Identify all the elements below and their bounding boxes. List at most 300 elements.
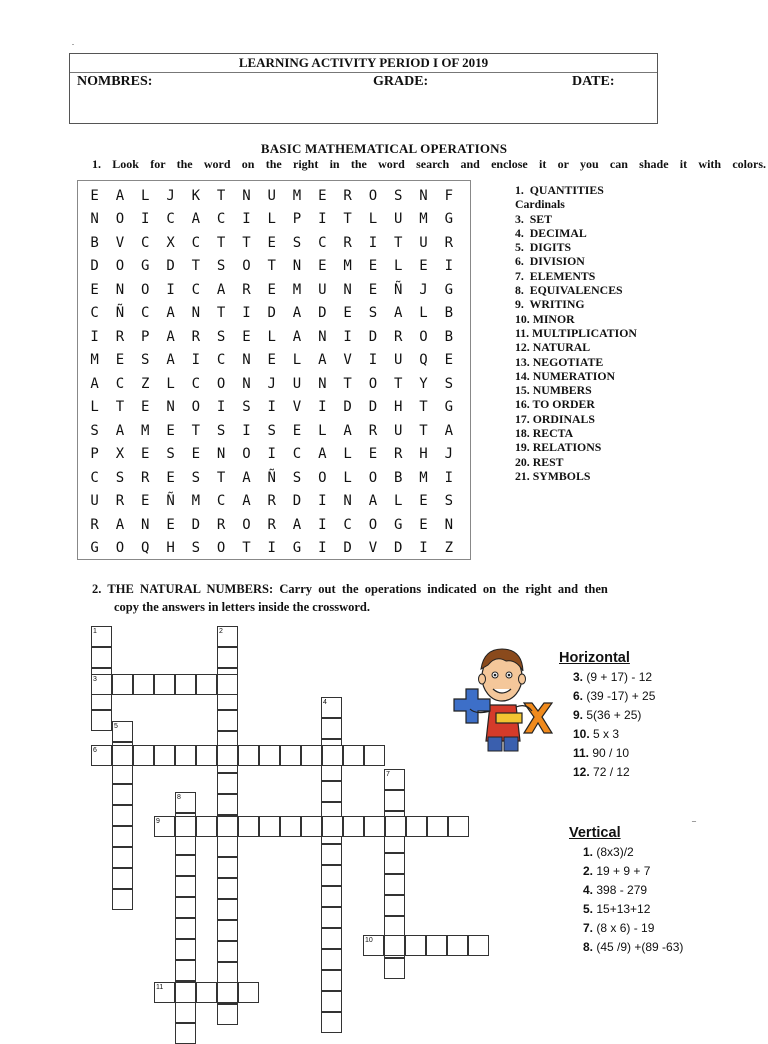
word-search-letter[interactable]: C (343, 516, 352, 533)
word-search-letter[interactable]: A (166, 328, 175, 345)
word-search-letter[interactable]: M (343, 258, 352, 275)
word-search-letter[interactable]: C (141, 305, 150, 322)
word-search-letter[interactable]: I (343, 328, 352, 345)
crossword-cell[interactable] (91, 647, 112, 668)
word-search-letter[interactable]: R (216, 516, 226, 533)
word-search-letter[interactable]: A (292, 328, 302, 345)
word-search-letter[interactable]: S (444, 493, 454, 510)
crossword-cell[interactable] (91, 745, 112, 766)
crossword-cell[interactable] (175, 897, 196, 918)
word-search-letter[interactable]: T (216, 187, 226, 204)
word-search-letter[interactable]: L (419, 305, 428, 322)
word-search-letter[interactable]: Ñ (166, 493, 175, 510)
word-search-letter[interactable]: R (191, 328, 201, 345)
word-search-letter[interactable]: S (292, 234, 302, 251)
crossword-cell[interactable] (364, 816, 385, 837)
crossword-cell[interactable] (175, 960, 196, 981)
word-search-letter[interactable]: X (166, 234, 175, 251)
word-search-letter[interactable]: C (216, 211, 226, 228)
word-search-letter[interactable]: E (318, 258, 327, 275)
word-search-letter[interactable]: H (419, 446, 428, 463)
crossword-cell[interactable] (217, 674, 238, 695)
word-search-letter[interactable]: Z (141, 375, 150, 392)
word-search-letter[interactable]: I (242, 422, 251, 439)
word-search-letter[interactable]: E (191, 446, 201, 463)
word-search-letter[interactable]: N (343, 493, 352, 510)
word-search-letter[interactable]: A (166, 305, 175, 322)
word-search-letter[interactable]: U (318, 281, 327, 298)
word-search-letter[interactable]: C (292, 446, 302, 463)
crossword-cell[interactable] (384, 916, 405, 937)
word-search-letter[interactable]: V (368, 540, 378, 557)
word-search-letter[interactable]: T (115, 399, 125, 416)
crossword-cell[interactable] (175, 792, 196, 813)
crossword-cell[interactable] (112, 847, 133, 868)
word-search-letter[interactable]: G (90, 540, 99, 557)
word-search-letter[interactable]: Ñ (393, 281, 403, 298)
word-search-letter[interactable]: C (115, 375, 125, 392)
crossword-cell[interactable] (447, 935, 468, 956)
crossword-cell[interactable] (175, 1002, 196, 1023)
word-search-letter[interactable]: R (368, 422, 378, 439)
crossword-cell[interactable] (321, 697, 342, 718)
word-search-letter[interactable]: I (318, 211, 327, 228)
crossword-cell[interactable] (301, 816, 322, 837)
word-search-letter[interactable]: I (318, 540, 327, 557)
crossword-cell[interactable] (384, 790, 405, 811)
word-search-letter[interactable]: R (267, 493, 276, 510)
word-search-letter[interactable]: L (267, 328, 276, 345)
word-search-letter[interactable]: A (115, 516, 125, 533)
crossword-cell[interactable] (321, 865, 342, 886)
word-search-letter[interactable]: E (141, 493, 150, 510)
crossword-cell[interactable] (91, 674, 112, 695)
word-search-letter[interactable]: A (292, 305, 302, 322)
crossword-cell[interactable] (321, 928, 342, 949)
word-search-letter[interactable]: C (216, 352, 226, 369)
crossword-cell[interactable] (175, 1023, 196, 1044)
word-search-letter[interactable]: G (141, 258, 150, 275)
crossword-cell[interactable] (112, 674, 133, 695)
word-search-letter[interactable]: R (343, 234, 352, 251)
word-search-letter[interactable]: E (90, 281, 99, 298)
word-search-letter[interactable]: T (216, 234, 226, 251)
crossword-cell[interactable] (175, 834, 196, 855)
word-search-letter[interactable]: I (267, 399, 276, 416)
crossword-cell[interactable] (259, 745, 280, 766)
crossword-cell[interactable] (133, 745, 154, 766)
word-search-letter[interactable]: E (141, 399, 150, 416)
crossword-cell[interactable] (217, 773, 238, 794)
word-search-letter[interactable]: I (267, 540, 276, 557)
word-search-letter[interactable]: R (393, 328, 403, 345)
crossword-cell[interactable] (426, 935, 447, 956)
crossword-cell[interactable] (321, 970, 342, 991)
word-search-letter[interactable]: E (267, 281, 276, 298)
word-search-letter[interactable]: A (242, 493, 251, 510)
word-search-letter[interactable]: E (343, 305, 352, 322)
word-search-letter[interactable]: S (115, 469, 125, 486)
word-search-letter[interactable]: P (141, 328, 150, 345)
word-search-letter[interactable]: E (368, 446, 378, 463)
crossword-cell[interactable] (175, 939, 196, 960)
word-search-letter[interactable]: T (343, 211, 352, 228)
word-search-letter[interactable]: D (343, 399, 352, 416)
crossword-cell[interactable] (363, 935, 384, 956)
word-search-letter[interactable]: L (90, 399, 99, 416)
crossword-cell[interactable] (217, 794, 238, 815)
word-search-letter[interactable]: P (292, 211, 302, 228)
crossword-cell[interactable] (217, 647, 238, 668)
word-search-letter[interactable]: A (318, 352, 327, 369)
crossword-cell[interactable] (384, 769, 405, 790)
word-search-letter[interactable]: T (393, 234, 403, 251)
word-search-letter[interactable]: L (292, 352, 302, 369)
crossword-cell[interactable] (175, 855, 196, 876)
word-search-letter[interactable]: L (393, 493, 403, 510)
word-search-letter[interactable]: M (292, 187, 302, 204)
word-search-letter[interactable]: T (242, 234, 251, 251)
word-search-letter[interactable]: S (267, 422, 276, 439)
word-search-letter[interactable]: C (191, 375, 201, 392)
word-search-letter[interactable]: T (419, 399, 428, 416)
word-search-letter[interactable]: N (191, 305, 201, 322)
word-search-letter[interactable]: D (393, 540, 403, 557)
crossword-cell[interactable] (321, 1012, 342, 1033)
word-search-letter[interactable]: E (166, 516, 175, 533)
word-search-letter[interactable]: S (393, 187, 403, 204)
word-search-letter[interactable]: V (115, 234, 125, 251)
word-search-letter[interactable]: G (444, 281, 454, 298)
word-search-letter[interactable]: G (292, 540, 302, 557)
word-search-letter[interactable]: V (343, 352, 352, 369)
word-search-letter[interactable]: S (191, 469, 201, 486)
word-search-letter[interactable]: O (368, 516, 378, 533)
word-search-letter[interactable]: S (242, 399, 251, 416)
word-search-letter[interactable]: N (115, 281, 125, 298)
word-search-letter[interactable]: G (444, 399, 454, 416)
word-search-letter[interactable]: O (115, 540, 125, 557)
word-search-letter[interactable]: Z (444, 540, 454, 557)
word-search-letter[interactable]: D (368, 399, 378, 416)
word-search-letter[interactable]: A (318, 446, 327, 463)
crossword-cell[interactable] (112, 721, 133, 742)
crossword-cell[interactable] (321, 991, 342, 1012)
word-search-letter[interactable]: I (318, 516, 327, 533)
crossword-cell[interactable] (385, 816, 406, 837)
crossword-cell[interactable] (321, 907, 342, 928)
crossword-cell[interactable] (322, 816, 343, 837)
word-search-letter[interactable]: G (393, 516, 403, 533)
crossword-cell[interactable] (384, 874, 405, 895)
word-search-letter[interactable]: T (191, 258, 201, 275)
word-search-letter[interactable]: C (90, 469, 99, 486)
word-search-letter[interactable]: D (191, 516, 201, 533)
word-search-letter[interactable]: A (115, 422, 125, 439)
word-search-letter[interactable]: T (393, 375, 403, 392)
word-search-letter[interactable]: Q (419, 352, 428, 369)
word-search-letter[interactable]: S (444, 375, 454, 392)
word-search-letter[interactable]: B (444, 305, 454, 322)
word-search-letter[interactable]: E (267, 352, 276, 369)
word-search-letter[interactable]: I (419, 540, 428, 557)
word-search-letter[interactable]: R (267, 516, 276, 533)
word-search-letter[interactable]: C (191, 281, 201, 298)
crossword-cell[interactable] (343, 816, 364, 837)
crossword-cell[interactable] (175, 982, 196, 1003)
crossword-cell[interactable] (217, 920, 238, 941)
crossword-cell[interactable] (196, 982, 217, 1003)
word-search-letter[interactable]: E (368, 258, 378, 275)
word-search-letter[interactable]: M (191, 493, 201, 510)
word-search-letter[interactable]: C (141, 234, 150, 251)
word-search-letter[interactable]: I (191, 352, 201, 369)
crossword-cell[interactable] (427, 816, 448, 837)
word-search-letter[interactable]: R (242, 281, 251, 298)
word-search-letter[interactable]: H (393, 399, 403, 416)
crossword-cell[interactable] (280, 816, 301, 837)
word-search-letter[interactable]: U (393, 352, 403, 369)
word-search-letter[interactable]: E (115, 352, 125, 369)
word-search-letter[interactable]: T (216, 469, 226, 486)
crossword-cell[interactable] (384, 935, 405, 956)
word-search-letter[interactable]: I (318, 399, 327, 416)
word-search-letter[interactable]: M (419, 211, 428, 228)
word-search-letter[interactable]: N (90, 211, 99, 228)
word-search-letter[interactable]: R (115, 493, 125, 510)
word-search-letter[interactable]: E (90, 187, 99, 204)
word-search-letter[interactable]: I (141, 211, 150, 228)
word-search-letter[interactable]: U (393, 422, 403, 439)
word-search-letter[interactable]: I (444, 258, 454, 275)
word-search-letter[interactable]: U (90, 493, 99, 510)
crossword-cell[interactable] (217, 745, 238, 766)
crossword-cell[interactable] (112, 763, 133, 784)
word-search-letter[interactable]: N (166, 399, 175, 416)
crossword-cell[interactable] (154, 982, 175, 1003)
word-search-letter[interactable]: A (393, 305, 403, 322)
word-search-letter[interactable]: S (292, 469, 302, 486)
crossword-cell[interactable] (343, 745, 364, 766)
word-search-letter[interactable]: T (419, 422, 428, 439)
crossword-cell[interactable] (91, 626, 112, 647)
word-search-letter[interactable]: O (368, 187, 378, 204)
word-search-letter[interactable]: C (216, 493, 226, 510)
word-search-letter[interactable]: H (166, 540, 175, 557)
word-search-letter[interactable]: E (292, 422, 302, 439)
word-search-letter[interactable]: S (216, 258, 226, 275)
crossword-cell[interactable] (196, 745, 217, 766)
word-search-letter[interactable]: O (216, 375, 226, 392)
word-search-letter[interactable]: D (292, 493, 302, 510)
word-search-letter[interactable]: I (90, 328, 99, 345)
word-search-letter[interactable]: T (242, 540, 251, 557)
crossword-cell[interactable] (175, 745, 196, 766)
crossword-cell[interactable] (91, 710, 112, 731)
crossword-cell[interactable] (112, 745, 133, 766)
crossword-cell[interactable] (238, 982, 259, 1003)
crossword-cell[interactable] (384, 853, 405, 874)
crossword-cell[interactable] (217, 962, 238, 983)
crossword-cell[interactable] (112, 826, 133, 847)
word-search-letter[interactable]: D (368, 328, 378, 345)
crossword-cell[interactable] (175, 674, 196, 695)
crossword-cell[interactable] (175, 816, 196, 837)
crossword-cell[interactable] (112, 868, 133, 889)
word-search-letter[interactable]: R (343, 187, 352, 204)
word-search-letter[interactable]: D (90, 258, 99, 275)
crossword-cell[interactable] (217, 982, 238, 1003)
word-search-letter[interactable]: J (267, 375, 276, 392)
word-search-letter[interactable]: R (393, 446, 403, 463)
crossword-cell[interactable] (154, 674, 175, 695)
crossword-cell[interactable] (217, 626, 238, 647)
word-search-letter[interactable]: I (166, 281, 175, 298)
word-search-letter[interactable]: R (90, 516, 99, 533)
word-search-letter[interactable]: N (292, 258, 302, 275)
crossword-cell[interactable] (217, 941, 238, 962)
word-search-letter[interactable]: N (318, 375, 327, 392)
word-search-letter[interactable]: A (191, 211, 201, 228)
word-search-letter[interactable]: T (343, 375, 352, 392)
word-search-letter[interactable]: O (368, 469, 378, 486)
word-search-letter[interactable]: C (166, 211, 175, 228)
crossword-cell[interactable] (364, 745, 385, 766)
word-search-letter[interactable]: K (191, 187, 201, 204)
word-search-letter[interactable]: A (368, 493, 378, 510)
word-search-letter[interactable]: D (267, 305, 276, 322)
word-search-letter[interactable]: A (216, 281, 226, 298)
crossword-cell[interactable] (217, 878, 238, 899)
word-search-letter[interactable]: L (343, 446, 352, 463)
word-search-letter[interactable]: S (141, 352, 150, 369)
word-search-letter[interactable]: O (242, 446, 251, 463)
crossword-cell[interactable] (175, 918, 196, 939)
word-search-letter[interactable]: I (242, 305, 251, 322)
word-search-letter[interactable]: R (444, 234, 454, 251)
crossword-cell[interactable] (196, 816, 217, 837)
crossword-cell[interactable] (384, 895, 405, 916)
word-search-letter[interactable]: A (166, 352, 175, 369)
word-search-letter[interactable]: E (242, 328, 251, 345)
crossword-cell[interactable] (259, 816, 280, 837)
crossword-cell[interactable] (321, 886, 342, 907)
crossword-cell[interactable] (321, 781, 342, 802)
crossword-cell[interactable] (384, 958, 405, 979)
word-search-letter[interactable]: O (419, 328, 428, 345)
crossword-cell[interactable] (322, 745, 343, 766)
crossword-cell[interactable] (405, 935, 426, 956)
word-search-letter[interactable]: Y (419, 375, 428, 392)
word-search-letter[interactable]: C (191, 234, 201, 251)
word-search-letter[interactable]: S (216, 328, 226, 345)
word-search-letter[interactable]: D (166, 258, 175, 275)
word-search-letter[interactable]: L (368, 211, 378, 228)
word-search-letter[interactable]: C (90, 305, 99, 322)
word-search-letter[interactable]: E (166, 422, 175, 439)
word-search-letter[interactable]: O (191, 399, 201, 416)
word-search-letter[interactable]: N (242, 352, 251, 369)
word-search-letter[interactable]: G (444, 211, 454, 228)
word-search-letter[interactable]: S (166, 446, 175, 463)
word-search-letter[interactable]: L (318, 422, 327, 439)
word-search-letter[interactable]: A (444, 422, 454, 439)
word-search-letter[interactable]: I (318, 493, 327, 510)
word-search-letter[interactable]: M (419, 469, 428, 486)
word-search-letter[interactable]: A (343, 422, 352, 439)
word-search-letter[interactable]: L (393, 258, 403, 275)
word-search-letter[interactable]: E (267, 234, 276, 251)
word-search-letter[interactable]: I (368, 234, 378, 251)
crossword-cell[interactable] (175, 876, 196, 897)
crossword-cell[interactable] (196, 674, 217, 695)
word-search-letter[interactable]: B (393, 469, 403, 486)
crossword-cell[interactable] (321, 844, 342, 865)
word-search-letter[interactable]: A (90, 375, 99, 392)
word-search-letter[interactable]: N (318, 328, 327, 345)
crossword-cell[interactable] (321, 949, 342, 970)
word-search-letter[interactable]: L (343, 469, 352, 486)
word-search-letter[interactable]: E (318, 187, 327, 204)
word-search-letter[interactable]: B (90, 234, 99, 251)
crossword-cell[interactable] (133, 674, 154, 695)
crossword-cell[interactable] (217, 1004, 238, 1025)
word-search-letter[interactable]: M (141, 422, 150, 439)
crossword-cell[interactable] (280, 745, 301, 766)
word-search-letter[interactable]: O (318, 469, 327, 486)
word-search-letter[interactable]: N (242, 375, 251, 392)
crossword-cell[interactable] (217, 816, 238, 837)
word-search-letter[interactable]: U (419, 234, 428, 251)
crossword-cell[interactable] (238, 816, 259, 837)
crossword-cell[interactable] (112, 784, 133, 805)
word-search-letter[interactable]: R (115, 328, 125, 345)
word-search-letter[interactable]: E (419, 258, 428, 275)
crossword-cell[interactable] (154, 816, 175, 837)
word-search-letter[interactable]: S (368, 305, 378, 322)
crossword-cell[interactable] (154, 745, 175, 766)
word-search-letter[interactable]: J (166, 187, 175, 204)
word-search-letter[interactable]: S (90, 422, 99, 439)
word-search-letter[interactable]: N (419, 187, 428, 204)
word-search-letter[interactable]: M (90, 352, 99, 369)
word-search-letter[interactable]: N (242, 187, 251, 204)
crossword-cell[interactable] (217, 857, 238, 878)
word-search-letter[interactable]: N (444, 516, 454, 533)
word-search-letter[interactable]: S (216, 422, 226, 439)
word-search-letter[interactable]: A (292, 516, 302, 533)
word-search-letter[interactable]: O (242, 258, 251, 275)
word-search-letter[interactable]: L (141, 187, 150, 204)
word-search-letter[interactable]: N (141, 516, 150, 533)
word-search-letter[interactable]: Ñ (267, 469, 276, 486)
word-search-letter[interactable]: I (242, 211, 251, 228)
word-search-letter[interactable]: J (419, 281, 428, 298)
crossword-cell[interactable] (217, 899, 238, 920)
word-search-letter[interactable]: O (216, 540, 226, 557)
word-search-letter[interactable]: R (141, 469, 150, 486)
word-search-letter[interactable]: Ñ (115, 305, 125, 322)
word-search-letter[interactable]: U (393, 211, 403, 228)
word-search-letter[interactable]: X (115, 446, 125, 463)
crossword-cell[interactable] (217, 710, 238, 731)
crossword-cell[interactable] (217, 836, 238, 857)
word-search-letter[interactable]: N (216, 446, 226, 463)
word-search-letter[interactable]: T (191, 422, 201, 439)
word-search-letter[interactable]: T (216, 305, 226, 322)
word-search-letter[interactable]: D (318, 305, 327, 322)
crossword-cell[interactable] (112, 805, 133, 826)
